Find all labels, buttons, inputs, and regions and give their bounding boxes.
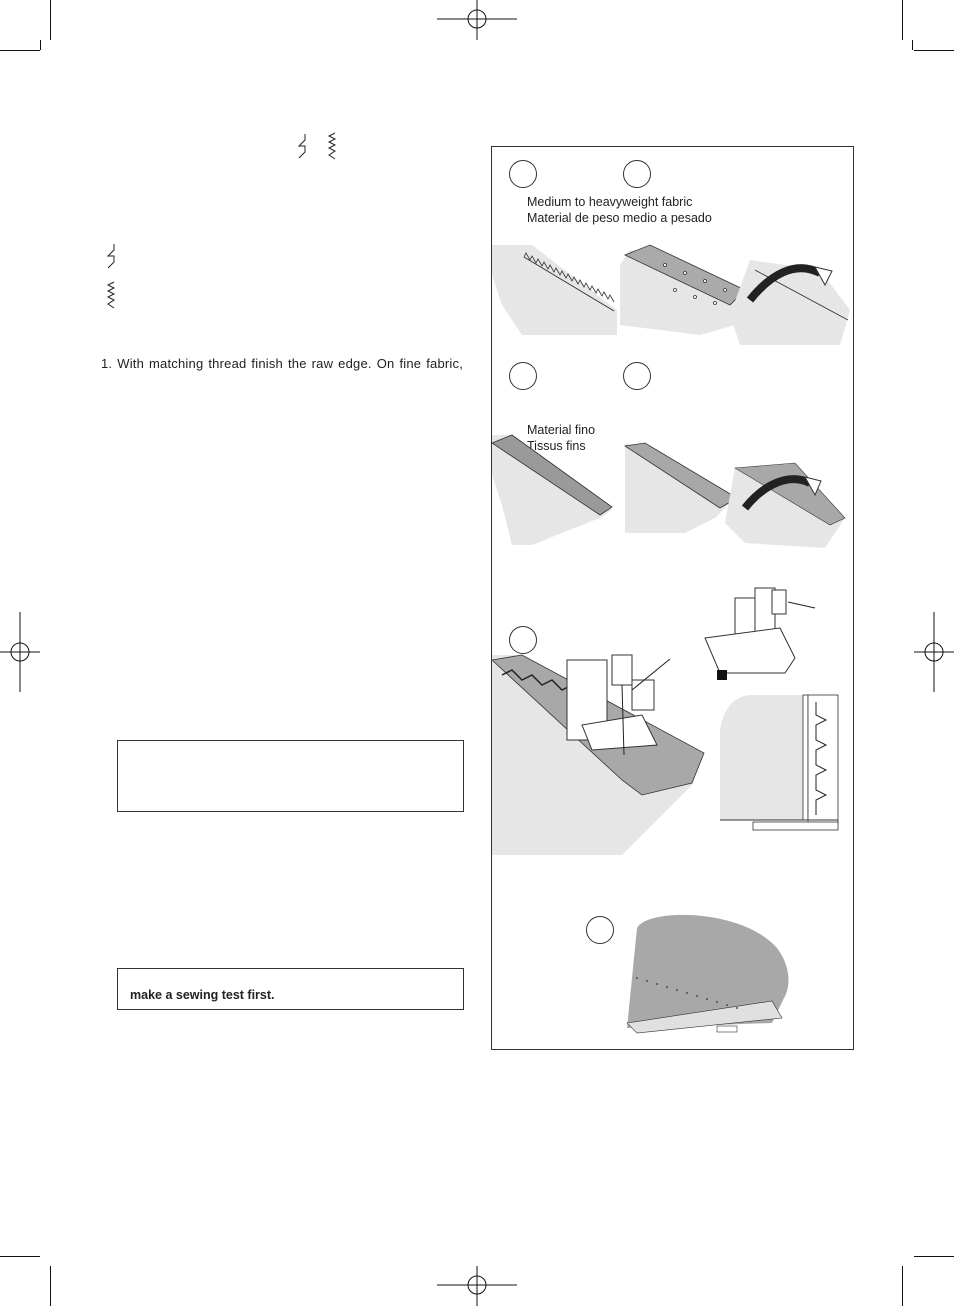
instruction-step-1: 1. With matching thread finish the raw edge. On fine fabric,: [101, 356, 463, 371]
elastic-blind-hem-stitch-icon: [106, 282, 120, 310]
step-circle: [623, 160, 651, 188]
elastic-blind-hem-stitch-icon: [327, 133, 341, 161]
step-circle: [586, 916, 614, 944]
finished-hem-illustration: [622, 908, 792, 1038]
blind-hem-stitch-icon: [297, 134, 311, 160]
blind-hem-stitch-icon: [106, 244, 120, 270]
step-circle: [509, 160, 537, 188]
step-circle: [623, 362, 651, 390]
label-fine-es: Material fino: [527, 423, 596, 437]
note-box: [117, 740, 464, 812]
sewing-test-box: [117, 968, 464, 1010]
sewing-presser-foot-illustration: [492, 655, 712, 855]
fabric-fold-pin-illustration: [620, 245, 852, 345]
label-fine-fr: Tissus fins: [527, 439, 586, 453]
label-medium-heavy: Medium to heavyweight fabric: [527, 195, 693, 209]
fine-fabric-edge-illustration: [492, 435, 617, 545]
step-circle: [509, 626, 537, 654]
registration-mark-icon: [914, 612, 954, 692]
registration-mark-icon: [0, 612, 40, 692]
blind-hem-result-illustration: [718, 690, 843, 832]
registration-mark-icon: [437, 0, 517, 40]
label-medium-heavy-es: Material de peso medio a pesado: [527, 211, 712, 225]
fabric-edge-finish-illustration: [492, 245, 622, 335]
blind-hem-foot-illustration: [700, 578, 815, 688]
fine-fabric-fold-illustration: [625, 443, 847, 548]
step-circle: [509, 362, 537, 390]
registration-mark-icon: [437, 1266, 517, 1306]
sewing-test-text: make a sewing test first.: [130, 988, 275, 1002]
